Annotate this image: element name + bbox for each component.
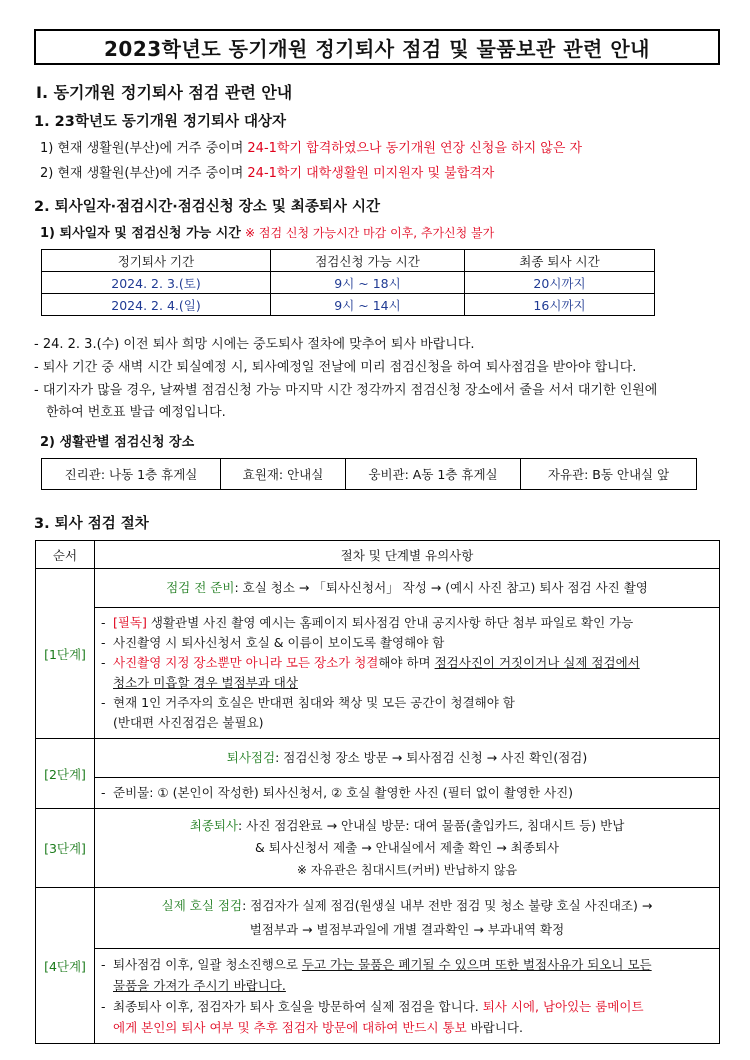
table-header: 절차 및 단계별 유의사항: [95, 541, 720, 569]
table-row: [42, 272, 655, 294]
places-subheading: 2) 생활관별 점검신청 장소: [40, 435, 195, 450]
table-row: [42, 459, 697, 490]
table-row: [36, 809, 720, 888]
table-cell: 진리관: 나동 1층 휴게실: [42, 459, 221, 490]
places-table: [41, 458, 697, 490]
step-2-details: - 준비물: ① (본인이 작성한) 퇴사신청서, ② 호실 촬영한 사진 (필터 없이 촬영한 사진): [95, 778, 720, 809]
note-2: - 퇴사 기간 중 새벽 시간 퇴실예정 시, 퇴사예정일 전날에 미리 점검신청을 하여 퇴사점검을 받아야 합니다.: [34, 360, 637, 375]
table-cell: 9시 ~ 18시: [271, 272, 465, 294]
table-row: [36, 949, 720, 1044]
note-1: - 24. 2. 3.(수) 이전 퇴사 희망 시에는 중도퇴사 절차에 맞추어 퇴사 바랍니다.: [34, 337, 475, 352]
note-3-continued: 한하여 번호표 발급 예정입니다.: [46, 405, 226, 420]
table-row: [42, 294, 655, 316]
step-1-heading: 점검 전 준비: 호실 청소 → 「퇴사신청서」 작성 → (예시 사진 참고) 퇴사 점검 사진 촬영: [95, 569, 720, 608]
schedule-subheading: 1) 퇴사일자 및 점검신청 가능 시간 ※ 점검 신청 가능시간 마감 이후, 추가신청 불가: [40, 226, 495, 241]
subsection-3-heading: 3. 퇴사 점검 절차: [34, 516, 149, 532]
document-title: 2023학년도 동기개원 정기퇴사 점검 및 물품보관 관련 안내: [34, 29, 720, 65]
table-row: [36, 608, 720, 739]
step-1-details: - [필독] 생활관별 사진 촬영 예시는 홈페이지 퇴사점검 안내 공지사항 하단 첨부 파일로 확인 가능 - 사진촬영 시 퇴사신청서 호실 & 이름이 보이도록 촬영해야 함 - 사진촬영 지정 장소뿐만 아니라 모든 장소가 청결해야 하며 점검사진이 거짓이거나 실제 점검에서 청소가 미흡할 경우 벌점부과 대상 - 현재 1인 거주자의 호실은 반대편 침대와 책상 및 모든 공간이 청결해야 함 (반대편 사진점검은 불필요): [95, 608, 720, 739]
step-3-heading: 최종퇴사: 사진 점검완료 → 안내실 방문: 대여 물품(출입카드, 침대시트 등) 반납 & 퇴사신청서 제출 → 안내실에서 제출 확인 → 최종퇴사 ※ 자유관은 침대시트(커버) 반납하지 않음: [95, 809, 720, 888]
table-header: 순서: [36, 541, 95, 569]
table-row: [36, 778, 720, 809]
step-4-heading: 실제 호실 점검: 점검자가 실제 점검(원생실 내부 전반 점검 및 청소 불량 호실 사진대조) → 벌점부과 → 벌점부과일에 개별 결과확인 → 부과내역 확정: [95, 888, 720, 949]
table-row: [36, 569, 720, 608]
schedule-table: [41, 249, 655, 316]
table-cell: 2024. 2. 3.(토): [42, 272, 271, 294]
procedure-table: [35, 540, 720, 1044]
step-label: [4단계]: [36, 888, 95, 1044]
table-header: 최종 퇴사 시간: [465, 250, 655, 272]
table-header-row: [42, 250, 655, 272]
step-2-heading: 퇴사점검: 점검신청 장소 방문 → 퇴사점검 신청 → 사진 확인(점검): [95, 739, 720, 778]
subsection-2-heading: 2. 퇴사일자·점검시간·점검신청 장소 및 최종퇴사 시간: [34, 199, 380, 215]
table-cell: 효원재: 안내실: [221, 459, 346, 490]
subsection-1-heading: 1. 23학년도 동기개원 정기퇴사 대상자: [34, 114, 287, 130]
step-label: [3단계]: [36, 809, 95, 888]
table-cell: 16시까지: [465, 294, 655, 316]
target-item-1: 1) 현재 생활원(부산)에 거주 중이며 24-1학기 합격하였으나 동기개원 연장 신청을 하지 않은 자: [40, 141, 583, 156]
table-header-row: [36, 541, 720, 569]
table-cell: 9시 ~ 14시: [271, 294, 465, 316]
table-cell: 웅비관: A동 1층 휴게실: [346, 459, 521, 490]
table-header: 점검신청 가능 시간: [271, 250, 465, 272]
table-cell: 20시까지: [465, 272, 655, 294]
section-1-heading: Ⅰ. 동기개원 정기퇴사 점검 관련 안내: [36, 83, 293, 102]
step-4-details: - 퇴사점검 이후, 일괄 청소진행으로 두고 가는 물품은 폐기될 수 있으며 또한 벌점사유가 되오니 모든 물품을 가져가 주시기 바랍니다. - 최종퇴사 이후, 점검자가 퇴사 호실을 방문하여 실제 점검을 합니다. 퇴사 시에, 남아있는 룸메이트 에게 본인의 퇴사 여부 및 추후 점검자 방문에 대하여 반드시 통보 바랍니다.: [95, 949, 720, 1044]
step-label: [2단계]: [36, 739, 95, 809]
table-header: 정기퇴사 기간: [42, 250, 271, 272]
step-label: [1단계]: [36, 569, 95, 739]
target-item-2: 2) 현재 생활원(부산)에 거주 중이며 24-1학기 대학생활원 미지원자 및 불합격자: [40, 166, 495, 181]
table-cell: 2024. 2. 4.(일): [42, 294, 271, 316]
note-3: - 대기자가 많을 경우, 날짜별 점검신청 가능 마지막 시간 정각까지 점검신청 장소에서 줄을 서서 대기한 인원에: [34, 383, 658, 398]
table-row: [36, 888, 720, 949]
table-cell: 자유관: B동 안내실 앞: [521, 459, 697, 490]
table-row: [36, 739, 720, 778]
